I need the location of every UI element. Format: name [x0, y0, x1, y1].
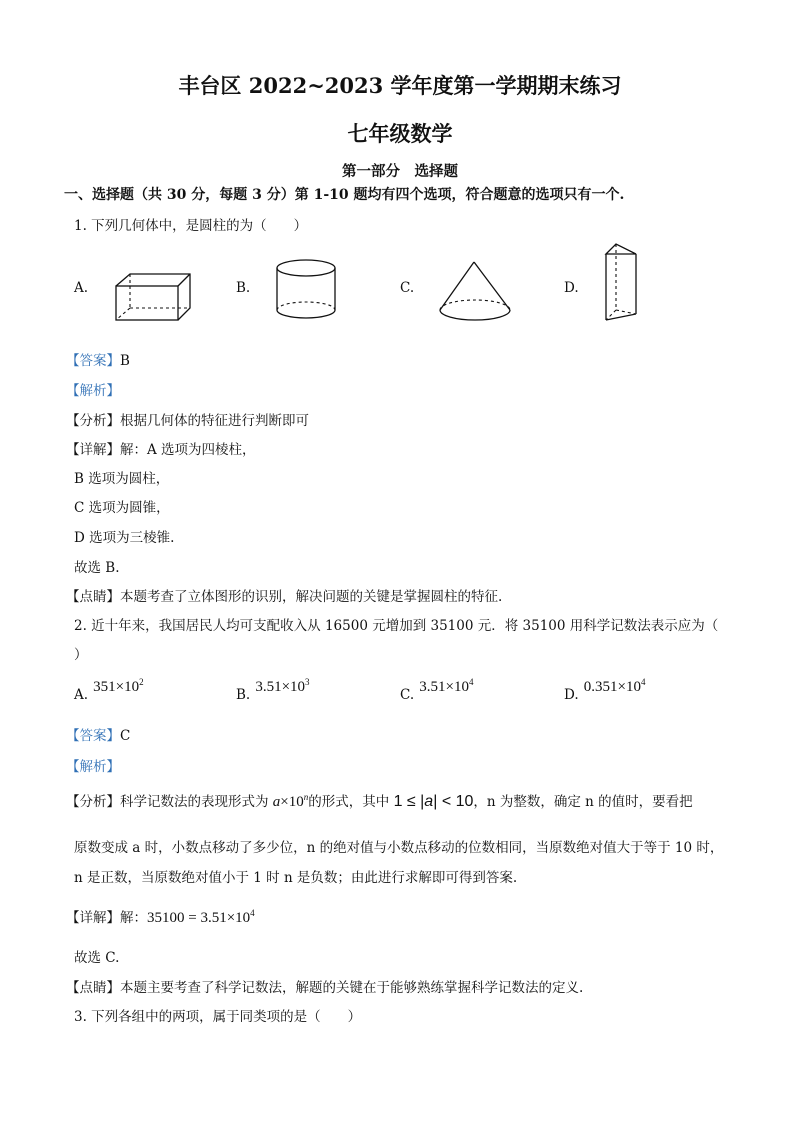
q2-detail	[66, 906, 255, 927]
option-label: A.	[74, 687, 89, 703]
fenxi-tag: 【分析】	[66, 413, 120, 429]
q2-answer	[66, 724, 130, 744]
answer-value: C	[120, 728, 131, 744]
q2-fenxi-line: 原数变成 a 时，小数点移动了多少位，n 的绝对值与小数点移动的位数相同，当原数绝对值大于等于 10 时，	[74, 840, 724, 856]
option-label: B.	[236, 687, 251, 703]
answer-tag: 【答案】	[66, 353, 120, 369]
cylinder-icon	[276, 258, 338, 322]
fenxi-tag: 【分析】	[66, 794, 120, 810]
q1-conclusion: 故选 B.	[74, 560, 120, 576]
q1-detail-line: C 选项为圆锥，	[74, 500, 170, 516]
q1-comment	[66, 585, 502, 605]
fenxi-text: 根据几何体的特征进行判断即可	[120, 413, 309, 429]
option-value: $351\times 10^2$	[93, 677, 144, 695]
option-value: $0.351\times 10^4$	[583, 677, 646, 695]
q2-analysis-tag: 【解析】	[66, 759, 120, 775]
q1-stem: 1. 下列几何体中，是圆柱的为（ ）	[74, 218, 308, 234]
part-heading: 第一部分 选择题	[342, 163, 458, 180]
detail-tag: 【详解】	[66, 910, 120, 926]
detail-tag: 【详解】	[66, 442, 120, 458]
detail-text: 解：	[120, 910, 147, 926]
detail-formula: $35100 = 3.51\times 10^4$	[147, 908, 255, 926]
option-value: $3.51\times 10^4$	[419, 677, 474, 695]
fenxi-text: ，n 为整数，确定 n 的值时，要看把	[473, 794, 693, 810]
inequality-formula: 1 ≤ |a| < 10	[393, 793, 474, 810]
q1-option-d-label: D.	[564, 280, 579, 296]
option-label: D.	[564, 687, 579, 703]
answer-tag: 【答案】	[66, 728, 120, 744]
comment-text: 本题考查了立体图形的识别，解决问题的关键是掌握圆柱的特征.	[120, 589, 503, 605]
q1-option-b-label: B.	[236, 280, 251, 296]
page-title: 丰台区 2022~2023 学年度第一学期期末练习	[178, 73, 622, 98]
fenxi-text: 科学记数法的表现形式为	[120, 794, 269, 810]
page-subtitle: 七年级数学	[347, 121, 453, 146]
q2-fenxi-line: n 是正数，当原数绝对值小于 1 时 n 是负数；由此进行求解即可得到答案.	[74, 870, 518, 886]
q1-detail-line: B 选项为圆柱，	[74, 471, 170, 487]
option-label: C.	[400, 687, 415, 703]
q1-analysis-tag: 【解析】	[66, 383, 120, 399]
q2-conclusion: 故选 C.	[74, 950, 120, 966]
q2-fenxi	[66, 790, 693, 811]
comment-text: 本题主要考查了科学记数法，解题的关键在于能够熟练掌握科学记数法的定义.	[120, 980, 584, 996]
q1-detail-line: D 选项为三棱锥.	[74, 530, 175, 546]
detail-line: 解：A 选项为四棱柱，	[120, 442, 256, 458]
q2-option-c	[400, 676, 474, 703]
comment-tag: 【点睛】	[66, 980, 120, 996]
q2-stem: 2. 近十年来，我国居民人均可支配收入从 16500 元增加到 35100 元．将 35100 用科学记数法表示应为（	[74, 618, 719, 634]
fenxi-text: 的形式，其中	[308, 794, 390, 810]
q2-option-d	[564, 676, 646, 703]
q1-fenxi	[66, 409, 309, 429]
option-value: $3.51\times 10^3$	[255, 677, 310, 695]
sci-notation-formula: $a\times 10^n$	[272, 792, 309, 810]
answer-value: B	[120, 353, 130, 369]
q1-option-a-label: A.	[74, 280, 89, 296]
q2-comment	[66, 976, 583, 996]
q2-option-a	[74, 676, 144, 703]
q2-option-b	[236, 676, 310, 703]
section-intro: 一、选择题（共 30 分，每题 3 分）第 1-10 题均有四个选项，符合题意的选项只有一个.	[64, 187, 625, 203]
q3-stem: 3. 下列各组中的两项，属于同类项的是（ ）	[74, 1009, 362, 1025]
q1-detail	[66, 438, 256, 458]
rectangular-prism-icon	[112, 266, 192, 326]
triangular-prism-icon	[604, 242, 640, 324]
cone-icon	[438, 260, 512, 324]
comment-tag: 【点睛】	[66, 589, 120, 605]
q1-option-c-label: C.	[400, 280, 415, 296]
q1-answer	[66, 349, 130, 369]
q2-stem-continued: ）	[74, 647, 88, 663]
